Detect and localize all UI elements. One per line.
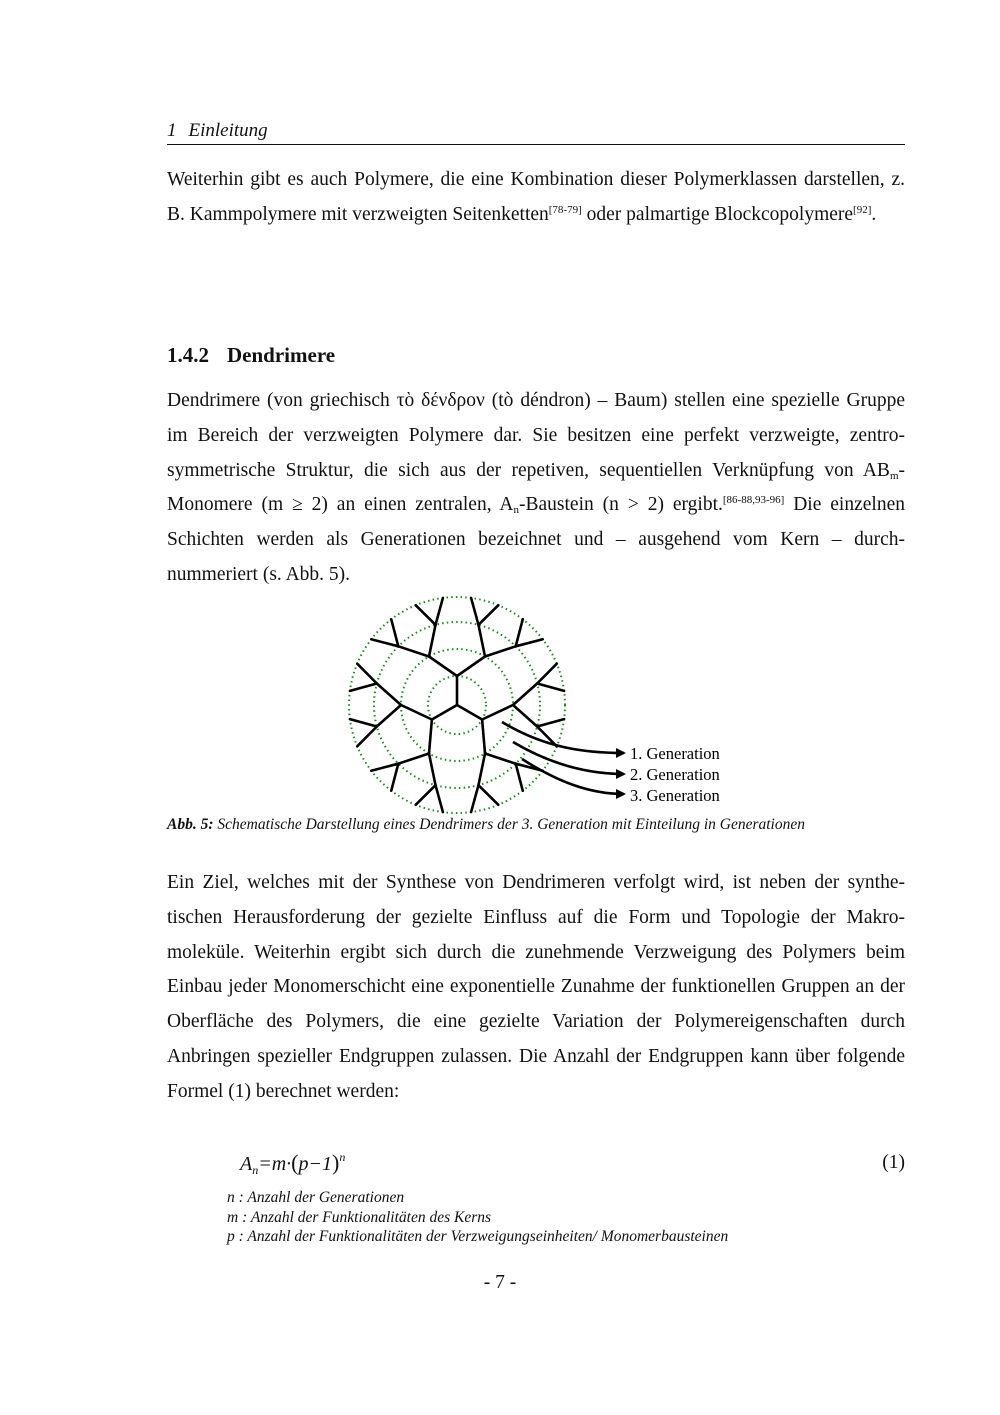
gen3-branch [471,785,478,812]
formula-exponent: n [339,1150,346,1164]
legend-item: n : Anzahl der Generationen [227,1189,405,1206]
formula-lhs: A [240,1153,253,1175]
gen3-branch [350,684,377,691]
gen3-branch [436,598,443,625]
section-heading [167,343,335,368]
gen2-branch [485,646,516,656]
formula-number: (1) [882,1152,905,1173]
formula-paren: ( [291,1150,299,1175]
gen3-branch [416,785,436,805]
chapter-title: Einleitung [188,120,268,141]
gen2-branch [429,625,436,657]
gen1-branch [401,705,432,720]
gen2-branch [478,753,485,785]
gen3-branch [436,785,443,812]
intro-text-1: Weiterhin gibt es auch Polymere, die eine Kombination dieser Polymerklassen darstellen, z. B. Kammpolymere mit verzweigten Seitenketten [167,169,905,225]
gen3-branch [537,664,557,684]
para1-text-1: Dendrimere (von griechisch τὸ δένδρον (tò déndron) – Baum) stellen eine spezielle Gruppe im Bereich der verzweigten Polymere dar. Sie besitzen eine perfekt verzweigte, zentrosymmetrische Struktur, die sich aus der repetiven, sequentiellen Verknüpfung von AB [167,390,905,481]
gen1-branch [482,720,485,754]
citation: [92] [853,203,872,216]
formula [240,1150,345,1178]
arrow-generation-1 [502,722,624,753]
formula-subscript: n [252,1163,259,1177]
core-branch [457,705,482,720]
gen3-branch [371,764,398,771]
gen3-branch [357,726,377,746]
section-title: Dendrimere [227,343,336,367]
dendrimer-diagram [340,596,760,814]
citation: [86-88,93-96] [722,494,785,507]
figure-caption [167,816,905,834]
subscript: m [889,469,899,482]
gen2-branch [478,625,485,657]
gen2-branch [398,646,429,656]
gen2-branch [377,684,401,705]
gen3-branch [516,619,523,646]
gen1-branch [429,657,457,676]
gen3-branch [516,639,543,646]
core-branch [432,705,457,720]
arrow-generation-3 [522,759,624,794]
gen3-branch [391,619,398,646]
gen3-branch [471,598,478,625]
gen3-branch [371,639,398,646]
dendrimer-branches [350,598,564,812]
generation-label-2: 2. Generation [630,765,720,784]
gen1-branch [429,720,432,754]
intro-paragraph [167,163,905,233]
gen3-branch [357,664,377,684]
gen2-branch [513,684,537,705]
generation-label-3: 3. Generation [630,786,720,805]
intro-text-2: oder palmartige Blockcopolymere [581,203,854,225]
citation: [78-79] [548,203,582,216]
legend-item: p : Anzahl der Funktionalitäten der Verzweigungseinheiten/ Monomerbausteinen [227,1228,729,1245]
gen3-branch [478,785,498,805]
formula-eq: =m· [258,1153,292,1175]
intro-text-3: . [871,203,877,225]
formula-inner: p−1 [298,1153,332,1175]
dendrimer-figure [340,596,760,814]
para1-text-4: Die einzelnen Schichten werden als Generationen bezeichnet und – ausgehend vom Kern – durchnummeriert (s. Abb. 5). [167,494,905,585]
subscript: n [513,504,520,517]
gen3-branch [478,605,498,625]
formula-legend [227,1188,728,1247]
gen2-branch [377,705,401,726]
legend-item: m : Anzahl der Funktionalitäten des Kerns [227,1208,492,1226]
caption-label: Abb. 5: [167,816,214,833]
gen2-branch [485,753,516,763]
gen3-branch [391,764,398,791]
gen3-branch [537,719,564,726]
gen1-branch [457,657,485,676]
para1-text-2: -Monomere (m ≥ 2) an einen zentralen, A [167,459,905,516]
gen2-branch [398,753,429,763]
running-header [167,120,905,145]
section-number: 1.4.2 [167,343,209,367]
gen2-branch [513,705,537,726]
gen3-branch [537,684,564,691]
chapter-number: 1 [167,120,177,141]
generation-label-1: 1. Generation [630,744,720,763]
gen3-branch [350,719,377,726]
gen1-branch [482,705,513,720]
caption-text: Schematische Darstellung eines Dendrimers der 3. Generation mit Einteilung in Generationen [213,816,805,833]
gen2-branch [429,753,436,785]
gen3-branch [516,764,523,791]
page-number: - 7 - [483,1272,517,1293]
para1-text-3: -Baustein (n > 2) ergibt. [519,494,723,516]
dendrimer-paragraph [167,384,905,593]
synthesis-paragraph: Ein Ziel, welches mit der Synthese von Dendrimeren verfolgt wird, ist neben der synthetischen Herausforderung der gezielte Einfluss auf die Form und Topologie der Makromoleküle. Weiterhin ergibt sich durch die zunehmende Verzweigung des Polymers beim Einbau jeder Monomerschicht eine exponentielle Zunahme der funktionellen Gruppen an der Oberfläche des Polymers, die eine gezielte Variation der Polymereigenschaften durch Anbringen spezieller Endgruppen zulassen. Die Anzahl der Endgruppen kann über folgende Formel (1) berechnet werden: [167,872,905,1102]
formula-paren: ) [332,1150,340,1175]
gen3-branch [416,605,436,625]
